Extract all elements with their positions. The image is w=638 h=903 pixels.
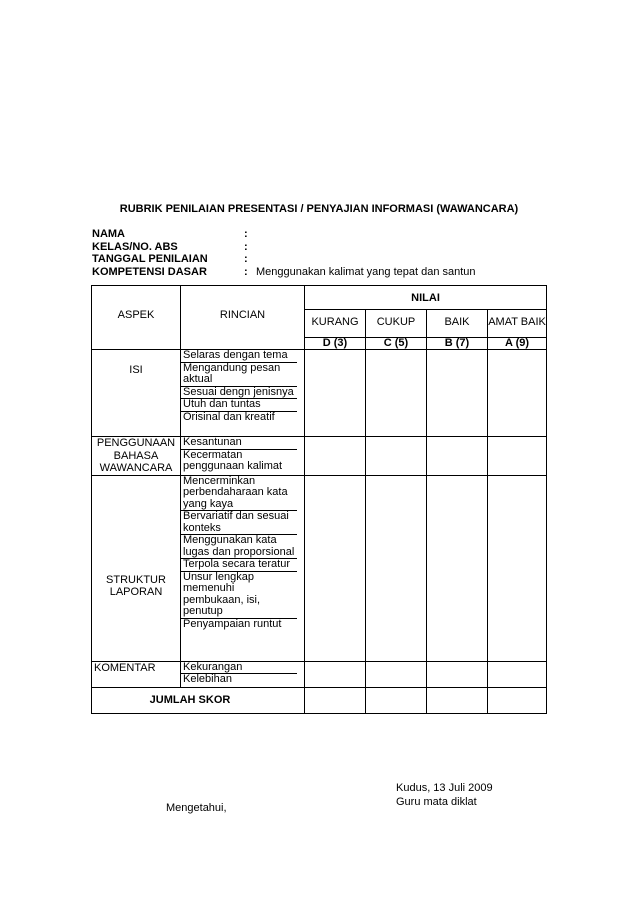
signature-place-date: Kudus, 13 Juli 2009: [396, 782, 493, 794]
score-cell[interactable]: [366, 350, 427, 437]
table-row: [92, 350, 547, 437]
rincian-item: Mengandung pesan aktual: [181, 363, 297, 387]
info-row-tanggal: [92, 253, 476, 266]
total-cell[interactable]: [366, 687, 427, 713]
info-label: NAMA: [92, 228, 125, 240]
rincian-item: Utuh dan tuntas: [181, 399, 297, 412]
rincian-item: Penyampaian runtut: [183, 617, 282, 630]
level-cukup: CUKUP: [366, 310, 427, 338]
aspek-struktur-laporan: STRUKTUR LAPORAN: [92, 475, 181, 661]
signature-role: Guru mata diklat: [396, 796, 477, 808]
info-colon: :: [244, 265, 248, 278]
score-cell[interactable]: [305, 661, 366, 687]
level-amat-baik: AMAT BAIK: [488, 310, 547, 338]
signature-acknowledged: Mengetahui,: [166, 802, 227, 814]
total-label: JUMLAH SKOR: [92, 687, 305, 713]
student-info: [92, 228, 476, 278]
rincian-item: Menggunakan kata lugas dan proporsional: [181, 535, 297, 559]
header-row-nilai: [92, 286, 547, 310]
total-cell[interactable]: [488, 687, 547, 713]
document-title: RUBRIK PENILAIAN PRESENTASI / PENYAJIAN INFORMASI (WAWANCARA): [119, 203, 519, 215]
rincian-cell: [181, 437, 305, 476]
score-cell[interactable]: [305, 437, 366, 476]
score-cell[interactable]: [305, 475, 366, 661]
code-b: B (7): [427, 338, 488, 350]
rincian-item: Kekurangan: [181, 662, 297, 675]
score-cell[interactable]: [488, 661, 547, 687]
code-c: C (5): [366, 338, 427, 350]
info-colon: :: [244, 228, 248, 240]
info-value: Menggunakan kalimat yang tepat dan santun: [256, 265, 476, 278]
info-label: KELAS/NO. ABS: [92, 240, 178, 253]
score-cell[interactable]: [427, 661, 488, 687]
rincian-item: Selaras dengan tema: [181, 350, 297, 363]
table-row: [92, 437, 547, 476]
info-colon: :: [244, 240, 248, 253]
aspek-isi: ISI: [92, 350, 181, 437]
rincian-item: Mencerminkan perbendaharaan kata yang kaya: [181, 476, 297, 512]
score-cell[interactable]: [427, 475, 488, 661]
score-cell[interactable]: [366, 661, 427, 687]
rincian-cell: [181, 475, 305, 661]
total-row: [92, 687, 547, 713]
info-row-kelas: [92, 241, 476, 254]
total-cell[interactable]: [427, 687, 488, 713]
score-cell[interactable]: [305, 350, 366, 437]
rincian-item: Sesuai dengn jenisnya: [181, 387, 297, 400]
info-row-nama: [92, 228, 476, 241]
aspek-penggunaan-bahasa: PENGGUNAAN BAHASA WAWANCARA: [92, 437, 181, 476]
header-aspek: ASPEK: [92, 286, 181, 350]
rincian-cell: [181, 350, 305, 437]
code-d: D (3): [305, 338, 366, 350]
score-cell[interactable]: [366, 475, 427, 661]
signature-block: [396, 781, 493, 809]
rincian-cell: [181, 661, 305, 687]
header-nilai: NILAI: [305, 286, 547, 310]
rubric-table: [91, 285, 547, 714]
code-a: A (9): [488, 338, 547, 350]
rincian-item: Bervariatif dan sesuai konteks: [181, 511, 297, 535]
table-row: [92, 475, 547, 661]
score-cell[interactable]: [366, 437, 427, 476]
level-kurang: KURANG: [305, 310, 366, 338]
rincian-item: Kelebihan: [183, 673, 232, 685]
score-cell[interactable]: [488, 475, 547, 661]
info-label: KOMPETENSI DASAR: [92, 265, 207, 278]
rincian-item: Unsur lengkap memenuhi pembukaan, isi, penutup: [181, 572, 297, 619]
header-rincian: RINCIAN: [181, 286, 305, 350]
rincian-item: Kecermatan penggunaan kalimat: [183, 448, 283, 472]
table-row: [92, 661, 547, 687]
score-cell[interactable]: [488, 437, 547, 476]
total-cell[interactable]: [305, 687, 366, 713]
info-label: TANGGAL PENILAIAN: [92, 253, 208, 265]
score-cell[interactable]: [427, 437, 488, 476]
rincian-item: Kesantunan: [181, 437, 297, 450]
rincian-item: Orisinal dan kreatif: [183, 410, 275, 423]
rincian-item: Terpola secara teratur: [181, 559, 297, 572]
aspek-komentar: KOMENTAR: [92, 661, 181, 687]
info-colon: :: [244, 253, 248, 265]
level-baik: BAIK: [427, 310, 488, 338]
score-cell[interactable]: [488, 350, 547, 437]
info-row-kompetensi: [92, 266, 476, 279]
score-cell[interactable]: [427, 350, 488, 437]
